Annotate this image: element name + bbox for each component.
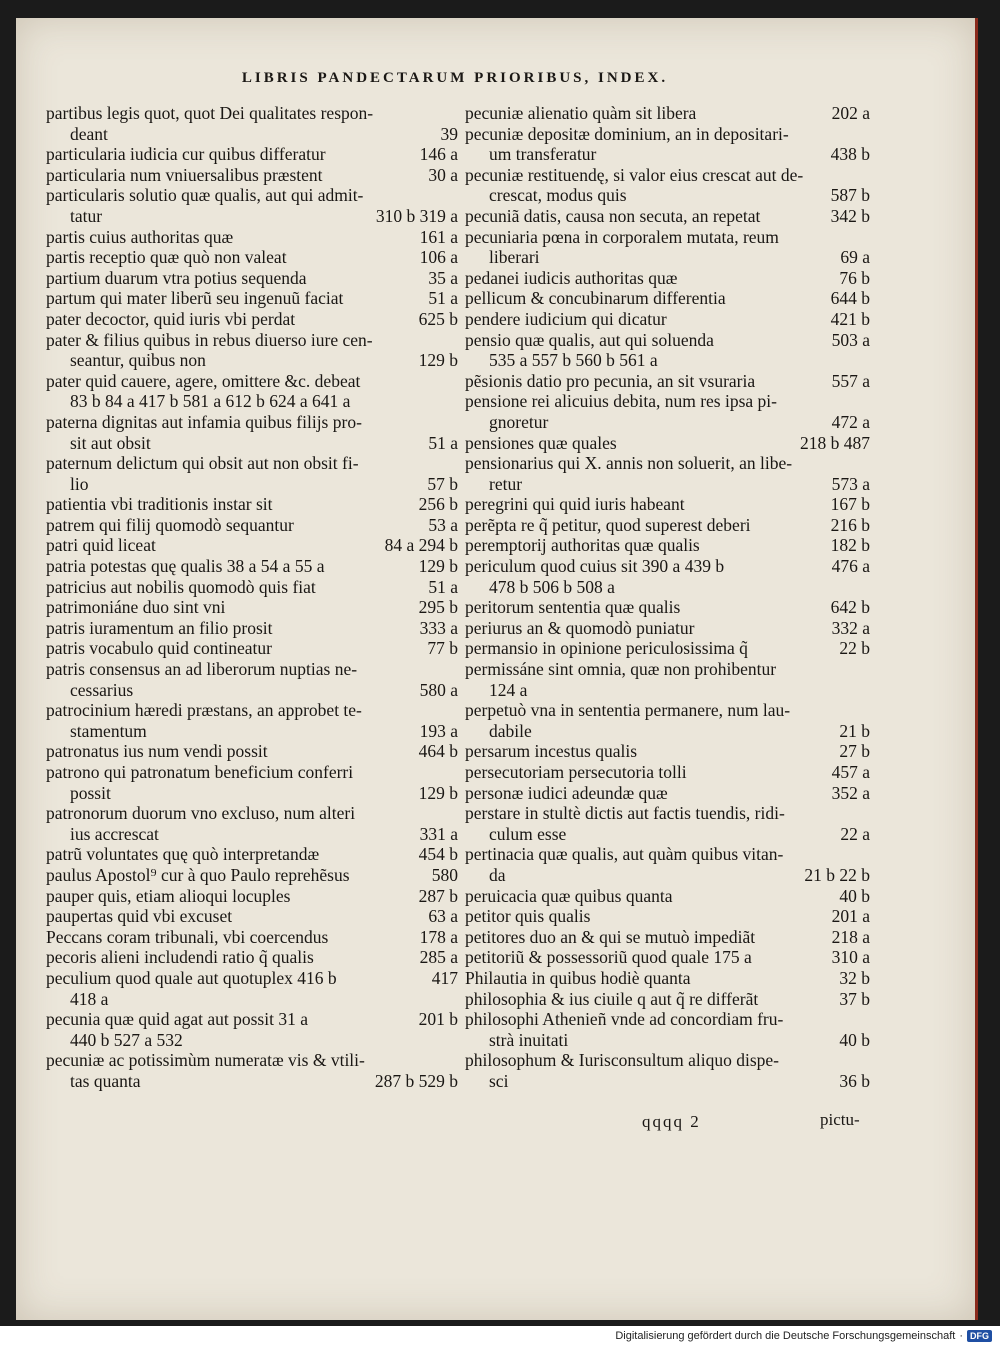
page-reference: 202 a (831, 103, 870, 123)
entry-text: 83 b 84 a 417 b 581 a 612 b 624 a 641 a (70, 391, 351, 412)
index-entry-line (46, 886, 458, 907)
entry-text: tas quanta (70, 1070, 141, 1091)
page-reference: 625 b (418, 308, 458, 329)
index-entry-line (46, 721, 458, 742)
index-entry-line (465, 741, 870, 762)
index-entry-line (46, 968, 458, 989)
index-entry-line (465, 1030, 870, 1051)
index-entry-line (465, 535, 870, 556)
signature-mark: qqqq 2 (642, 1112, 701, 1131)
index-entry-line (46, 124, 458, 145)
page-reference: 256 b (418, 494, 458, 515)
index-entry-line (46, 185, 458, 206)
entry-text: patientia vbi traditionis instar sit (46, 494, 273, 515)
page-reference: 167 b (830, 494, 870, 515)
index-entry-line (465, 783, 870, 804)
index-entry-line (465, 371, 870, 392)
entry-text: crescat, modus quis (489, 185, 627, 206)
entry-text: culum esse (489, 823, 567, 844)
index-entry-line (465, 556, 870, 577)
page-reference: 39 (440, 123, 458, 144)
entry-text: patrono qui patronatum beneficium conferri (46, 762, 354, 782)
index-entry-line (46, 1030, 458, 1051)
page-reference: 287 b (418, 885, 458, 906)
page-reference: 69 a (840, 247, 870, 268)
index-entry-line (46, 824, 458, 845)
index-entry-line (465, 124, 870, 145)
entry-text: tatur (70, 205, 103, 226)
index-entry-line (465, 227, 870, 248)
index-entry-line (465, 185, 870, 206)
index-entry-line (465, 1009, 870, 1030)
entry-text: petitores duo an & qui se mutuò impediãt (465, 926, 756, 947)
entry-text: 124 a (489, 679, 528, 700)
page-reference: 503 a (831, 329, 870, 350)
page-reference: 342 b (830, 205, 870, 226)
index-entry-line (465, 494, 870, 515)
entry-text: patricius aut nobilis quomodò quis fiat (46, 576, 316, 597)
page-reference: 27 b (839, 741, 870, 762)
index-entry-line (46, 433, 458, 454)
entry-text: pendere iudicium qui dicatur (465, 308, 667, 329)
entry-text: pensiones quæ quales (465, 432, 617, 453)
entry-text: pensione rei alicuius debita, num res ipsa pi- (465, 391, 778, 412)
index-entry-line (465, 680, 870, 701)
page-reference: 573 a (831, 473, 870, 494)
entry-text: pecuniæ ac potissimùm numeratæ vis & vtili- (46, 1050, 365, 1071)
index-entry-line (46, 947, 458, 968)
page-reference: 129 b (418, 556, 458, 577)
entry-text: pater decoctor, quid iuris vbi perdat (46, 308, 296, 329)
entry-text: Philautia in quibus hodiè quanta (465, 967, 691, 988)
entry-text: da (489, 864, 506, 885)
index-entry-line (46, 330, 458, 351)
page-reference: 51 a (428, 432, 458, 453)
page-reference: 587 b (830, 185, 870, 206)
index-entry-line (465, 803, 870, 824)
entry-text: perẽpta re q̃ petitur, quod superest deberi (465, 514, 751, 535)
page-reference: 454 b (418, 844, 458, 865)
entry-text: pecuniæ alienatio quàm sit libera (465, 103, 697, 123)
entry-text: paupertas quid vbi excuset (46, 906, 233, 927)
page-reference: 438 b (830, 144, 870, 165)
entry-text: pater quid cauere, agere, omittere &c. debeat (46, 370, 361, 391)
entry-text: pauper quis, etiam alioqui locuples (46, 885, 291, 906)
index-entry-line (46, 659, 458, 680)
index-entry-line (465, 865, 870, 886)
footer-separator: · (959, 1330, 963, 1342)
digitization-footer (615, 1330, 992, 1342)
index-entry-line (46, 577, 458, 598)
entry-text: 440 b 527 a 532 (70, 1029, 183, 1050)
index-entry-line (465, 268, 870, 289)
index-entry-line (46, 741, 458, 762)
entry-text: retur (489, 473, 523, 494)
page-reference: 421 b (830, 308, 870, 329)
page-reference: 21 b (839, 720, 870, 741)
entry-text: philosophia & ius ciuile q aut q̃ re differãt (465, 988, 759, 1009)
index-entry-line (46, 906, 458, 927)
page-reference: 53 a (428, 514, 458, 535)
entry-text: peritorum sententia quæ qualis (465, 597, 681, 618)
index-entry-line (465, 515, 870, 536)
index-entry-line (465, 412, 870, 433)
page-reference: 40 b (839, 1029, 870, 1050)
index-entry-line (465, 474, 870, 495)
index-entry-line (46, 783, 458, 804)
index-entry-line (46, 309, 458, 330)
entry-text: paulus Apostol⁹ cur à quo Paulo reprehẽsus (46, 864, 350, 885)
page-reference: 352 a (831, 782, 870, 803)
index-entry-line (465, 989, 870, 1010)
page-reference: 22 a (840, 823, 870, 844)
index-entry-line (465, 103, 870, 124)
index-entry-line (46, 1071, 458, 1092)
entry-text: particularia iudicia cur quibus differatur (46, 144, 326, 165)
page-reference: 30 a (428, 164, 458, 185)
entry-text: patris vocabulo quid contineatur (46, 638, 272, 659)
entry-text: pellicum & concubinarum differentia (465, 288, 726, 309)
page-reference: 129 b (418, 350, 458, 371)
right-index-column (465, 103, 870, 1092)
entry-text: patronorum duorum vno excluso, num alteri (46, 803, 356, 824)
left-index-column (46, 103, 458, 1092)
page-reference: 161 a (419, 226, 458, 247)
page-reference: 36 b (839, 1070, 870, 1091)
index-entry-line (465, 433, 870, 454)
index-entry-line (46, 144, 458, 165)
index-entry-line (465, 844, 870, 865)
entry-text: strà inuitati (489, 1029, 569, 1050)
page-reference: 193 a (419, 720, 458, 741)
page-reference: 129 b (418, 782, 458, 803)
index-entry-line (46, 803, 458, 824)
entry-text: particularia num vniuersalibus præstent (46, 164, 323, 185)
index-entry-line (46, 1050, 458, 1071)
entry-text: pensio quæ qualis, aut qui soluenda (465, 329, 714, 350)
index-entry-line (46, 989, 458, 1010)
entry-text: patronatus ius num vendi possit (46, 741, 268, 762)
index-entry-line (465, 721, 870, 742)
index-entry-line (46, 494, 458, 515)
page-reference: 201 a (831, 906, 870, 927)
index-entry-line (46, 268, 458, 289)
index-entry-line (46, 844, 458, 865)
page-reference: 310 a (831, 947, 870, 968)
entry-text: peculium quod quale aut quotuplex 416 b (46, 967, 337, 988)
page-reference: 32 b (839, 967, 870, 988)
entry-text: partibus legis quot, quot Dei qualitates respon- (46, 103, 374, 123)
entry-text: persecutoriam persecutoria tolli (465, 762, 687, 782)
footer-text: Digitalisierung gefördert durch die Deutsche Forschungsgemeinschaft (615, 1330, 956, 1342)
index-entry-line (465, 824, 870, 845)
entry-text: Peccans coram tribunali, vbi coercendus (46, 926, 329, 947)
page-reference: 106 a (419, 247, 458, 268)
entry-text: ius accrescat (70, 823, 159, 844)
entry-text: deant (70, 123, 108, 144)
entry-text: permissáne sint omnia, quæ non prohibentur (465, 659, 777, 680)
entry-text: sit aut obsit (70, 432, 151, 453)
page-reference: 287 b 529 b (374, 1070, 458, 1091)
entry-text: patris iuramentum an filio prosit (46, 617, 273, 638)
index-entry-line (465, 886, 870, 907)
page-reference: 35 a (428, 267, 458, 288)
index-entry-line (46, 391, 458, 412)
entry-text: pecoris alieni includendi ratio q̃ qualis (46, 947, 314, 968)
entry-text: particularis solutio quæ qualis, aut qui admit- (46, 185, 364, 206)
page-reference: 464 b (418, 741, 458, 762)
index-entry-line (465, 700, 870, 721)
entry-text: dabile (489, 720, 532, 741)
index-entry-line (46, 638, 458, 659)
entry-text: lio (70, 473, 89, 494)
page-reference: 417 (431, 967, 458, 988)
entry-text: pecuniaria pœna in corporalem mutata, reum (465, 226, 779, 247)
dfg-logo: DFG (967, 1330, 992, 1342)
index-entry-line (46, 762, 458, 783)
page-reference: 216 b (830, 514, 870, 535)
entry-text: cessarius (70, 679, 134, 700)
running-header: LIBRIS PANDECTARUM PRIORIBUS, INDEX. (241, 70, 669, 86)
entry-text: pertinacia quæ qualis, aut quàm quibus vitan- (465, 844, 784, 865)
page-reference: 580 (431, 864, 458, 885)
entry-text: pecuniæ depositæ dominium, an in depositari- (465, 123, 789, 144)
index-entry-line (465, 391, 870, 412)
page-reference: 218 a (831, 926, 870, 947)
entry-text: pecuniã datis, causa non secuta, an repetat (465, 205, 761, 226)
page-reference: 22 b (839, 638, 870, 659)
index-entry-line (46, 453, 458, 474)
entry-text: 535 a 557 b 560 b 561 a (489, 350, 658, 371)
page-reference: 476 a (831, 556, 870, 577)
page-reference: 218 b 487 (800, 432, 870, 453)
entry-text: patrũ voluntates quę quò interpretandæ (46, 844, 320, 865)
page-reference: 644 b (830, 288, 870, 309)
entry-text: 478 b 506 b 508 a (489, 576, 615, 597)
entry-text: personæ iudici adeundæ quæ (465, 782, 668, 803)
entry-text: petitor quis qualis (465, 906, 591, 927)
entry-text: peregrini qui quid iuris habeant (465, 494, 685, 515)
page-reference: 331 a (419, 823, 458, 844)
index-entry-line (46, 350, 458, 371)
entry-text: perpetuò vna in sententia permanere, num lau- (465, 700, 791, 721)
entry-text: partum qui mater liberũ seu ingenuũ faciat (46, 288, 344, 309)
index-entry-line (465, 927, 870, 948)
page-reference: 182 b (830, 535, 870, 556)
index-entry-line (46, 700, 458, 721)
index-entry-line (465, 968, 870, 989)
index-entry-line (465, 247, 870, 268)
entry-text: paternum delictum qui obsit aut non obsit fi- (46, 453, 359, 474)
entry-text: patrocinium hæredi præstans, an approbet te- (46, 700, 362, 721)
index-entry-line (465, 330, 870, 351)
entry-text: stamentum (70, 720, 147, 741)
index-entry-line (46, 865, 458, 886)
page-reference: 57 b (427, 473, 458, 494)
entry-text: gnoretur (489, 411, 549, 432)
entry-text: patri quid liceat (46, 535, 156, 556)
entry-text: partium duarum vtra potius sequenda (46, 267, 307, 288)
index-entry-line (46, 103, 458, 124)
entry-text: pẽsionis datio pro pecunia, an sit vsuraria (465, 370, 756, 391)
page-reference: 310 b 319 a (375, 205, 458, 226)
entry-text: possit (70, 782, 111, 803)
page-reference: 457 a (831, 762, 870, 782)
page-reference: 285 a (419, 947, 458, 968)
entry-text: permansio in opinione periculosissima q̃ (465, 638, 748, 659)
index-entry-line (46, 474, 458, 495)
index-entry-line (46, 1009, 458, 1030)
index-entry-line (46, 206, 458, 227)
index-entry-line (465, 350, 870, 371)
index-entry-line (465, 659, 870, 680)
page-reference: 557 a (831, 370, 870, 391)
index-entry-line (46, 412, 458, 433)
page-reference: 642 b (830, 597, 870, 618)
entry-text: 418 a (70, 988, 109, 1009)
entry-text: peruicacia quæ quibus quanta (465, 885, 673, 906)
entry-text: seantur, quibus non (70, 350, 206, 371)
index-entry-line (465, 1071, 870, 1092)
page-reference: 332 a (831, 617, 870, 638)
index-entry-line (465, 597, 870, 618)
index-entry-line (465, 947, 870, 968)
index-entry-line (465, 906, 870, 927)
entry-text: persarum incestus qualis (465, 741, 638, 762)
index-entry-line (465, 618, 870, 639)
page-reference: 146 a (419, 144, 458, 165)
page-reference: 77 b (427, 638, 458, 659)
entry-text: liberari (489, 247, 540, 268)
entry-text: pecunia quæ quid agat aut possit 31 a (46, 1009, 308, 1030)
index-entry-line (46, 227, 458, 248)
entry-text: um transferatur (489, 144, 597, 165)
entry-text: perstare in stultè dictis aut factis tuendis, ridi- (465, 803, 785, 824)
entry-text: philosophi Athenieñ vnde ad concordiam fru- (465, 1009, 784, 1030)
page-reference: 40 b (839, 885, 870, 906)
index-entry-line (465, 309, 870, 330)
index-entry-line (46, 247, 458, 268)
index-entry-line (46, 680, 458, 701)
page-reference: 51 a (428, 288, 458, 309)
index-entry-line (46, 165, 458, 186)
index-entry-line (465, 165, 870, 186)
catchword: pictu- (820, 1110, 860, 1129)
entry-text: partis cuius authoritas quæ (46, 226, 234, 247)
page-reference: 178 a (419, 926, 458, 947)
page-reference: 21 b 22 b (804, 864, 870, 885)
index-entry-line (465, 206, 870, 227)
index-entry-line (46, 515, 458, 536)
entry-text: patris consensus an ad liberorum nuptias ne- (46, 659, 358, 680)
index-entry-line (465, 453, 870, 474)
entry-text: patrimoniáne duo sint vni (46, 597, 226, 618)
entry-text: sci (489, 1070, 509, 1091)
entry-text: pecuniæ restituendę, si valor eius crescat aut de- (465, 164, 804, 185)
entry-text: periculum quod cuius sit 390 a 439 b (465, 556, 725, 577)
index-entry-line (465, 288, 870, 309)
entry-text: pensionarius qui X. annis non soluerit, an libe- (465, 453, 793, 474)
index-entry-line (465, 144, 870, 165)
index-entry-line (46, 597, 458, 618)
entry-text: petitoriũ & possessoriũ quod quale 175 a (465, 947, 752, 968)
entry-text: patrem qui filij quomodò sequantur (46, 514, 294, 535)
entry-text: periurus an & quomodò puniatur (465, 617, 695, 638)
page-reference: 84 a 294 b (384, 535, 458, 556)
index-entry-line (46, 288, 458, 309)
index-entry-line (465, 1050, 870, 1071)
index-entry-line (465, 638, 870, 659)
entry-text: peremptorij authoritas quæ qualis (465, 535, 700, 556)
page-reference: 201 b (418, 1009, 458, 1030)
entry-text: paterna dignitas aut infamia quibus filijs pro- (46, 411, 362, 432)
page-reference: 37 b (839, 988, 870, 1009)
entry-text: pater & filius quibus in rebus diuerso iure cen- (46, 329, 373, 350)
page-reference: 295 b (418, 597, 458, 618)
page-reference: 333 a (419, 617, 458, 638)
index-entry-line (46, 618, 458, 639)
page-reference: 51 a (428, 576, 458, 597)
page-reference: 580 a (419, 679, 458, 700)
index-entry-line (465, 762, 870, 783)
entry-text: patria potestas quę qualis 38 a 54 a 55 a (46, 556, 325, 577)
index-entry-line (465, 577, 870, 598)
index-entry-line (46, 535, 458, 556)
page-reference: 63 a (428, 906, 458, 927)
index-entry-line (46, 927, 458, 948)
entry-text: philosophum & Iurisconsultum aliquo dispe- (465, 1050, 780, 1071)
entry-text: partis receptio quæ quò non valeat (46, 247, 287, 268)
page-reference: 472 a (831, 411, 870, 432)
entry-text: pedanei iudicis authoritas quæ (465, 267, 678, 288)
index-entry-line (46, 371, 458, 392)
index-entry-line (46, 556, 458, 577)
page-reference: 76 b (839, 267, 870, 288)
